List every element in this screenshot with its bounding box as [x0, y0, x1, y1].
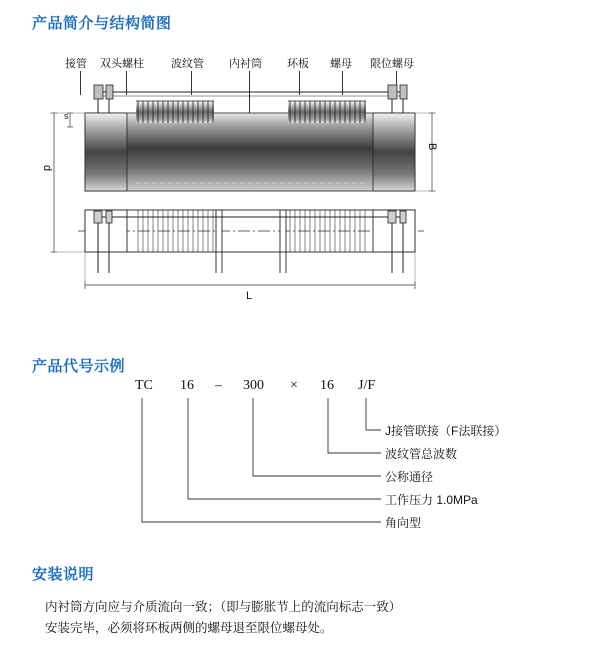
code-leader-lines	[40, 378, 560, 538]
dimension-label-L: L	[246, 290, 253, 302]
dimension-label-s: s	[64, 111, 69, 121]
code-token-pressure: 16	[180, 378, 194, 393]
callout-label-jieguan: 接管	[65, 58, 87, 70]
structure-diagram	[40, 55, 560, 315]
section-title-structure: 产品简介与结构简图	[32, 15, 172, 32]
dimension-label-d: d	[41, 165, 53, 172]
section-title-code: 产品代号示例	[32, 358, 126, 375]
code-note-waves: 波纹管总波数	[385, 447, 458, 461]
callout-label-xianweiluomu: 限位螺母	[370, 58, 414, 70]
install-note-line-1: 内衬筒方向应与介质流向一致；（即与膨胀节上的流向标志一致）	[45, 600, 402, 614]
callout-label-neichentong: 内衬筒	[229, 58, 262, 70]
code-note-type: 角向型	[385, 516, 422, 530]
code-token-dash: –	[215, 378, 222, 393]
code-token-series: TC	[135, 378, 153, 393]
code-note-diameter: 公称通径	[385, 470, 434, 484]
callout-label-luomu: 螺母	[330, 58, 352, 70]
dimension-label-B: B	[426, 143, 438, 151]
expansion-joint-drawing	[40, 65, 560, 315]
code-token-times: ×	[290, 378, 298, 393]
callout-label-huanban: 环板	[287, 58, 309, 70]
section-title-install: 安装说明	[32, 566, 95, 583]
callout-label-shuangtouluozhu: 双头螺柱	[100, 58, 144, 70]
code-token-joint: J/F	[358, 378, 376, 393]
code-token-diameter: 300	[243, 378, 264, 393]
product-code-example	[40, 378, 560, 538]
code-token-waves: 16	[320, 378, 334, 393]
install-notes	[45, 597, 565, 639]
install-note-line-2: 安装完毕，必须将环板两侧的螺母退至限位螺母处。	[45, 621, 333, 635]
code-note-pressure: 工作压力 1.0MPa	[385, 493, 478, 507]
code-note-joint: J接管联接（F法联接）	[385, 424, 507, 438]
callout-label-bowenguan: 波纹管	[171, 58, 204, 70]
